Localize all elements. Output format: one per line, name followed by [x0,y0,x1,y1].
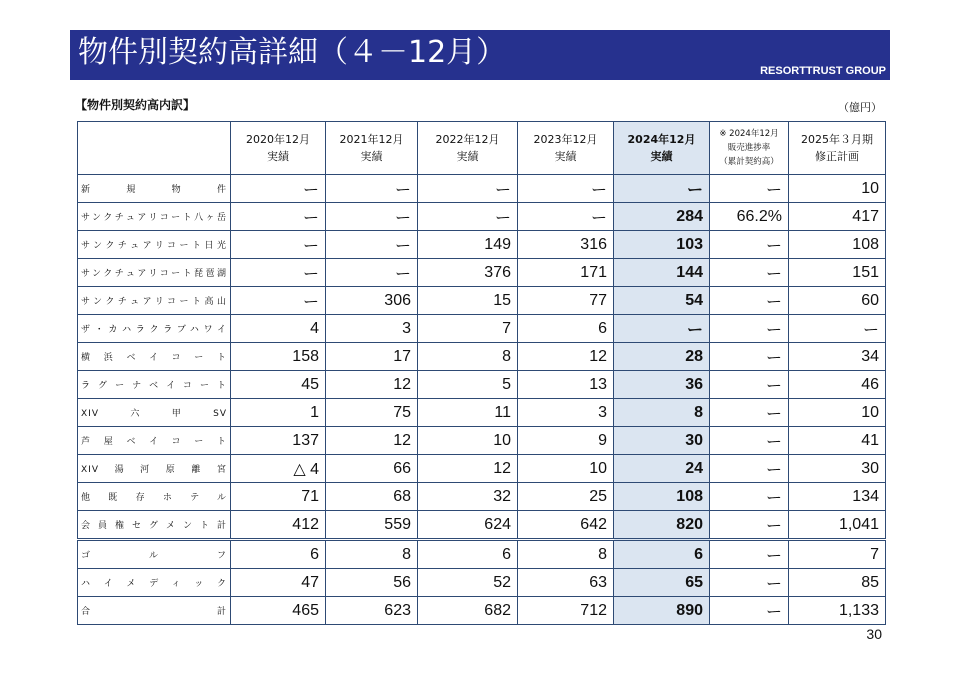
table-header-row [78,122,886,175]
table-cell: 8 [518,540,614,569]
table-cell: 103 [614,231,710,259]
table-row [78,483,886,511]
col-header-progress: ※ 2024年12月 販売進捗率 （累計契約高） [710,122,789,175]
table-cell: 7 [418,315,518,343]
table-cell: 4 [231,315,326,343]
table-cell: ー [710,597,789,625]
table-row [78,511,886,540]
table-cell: ー [710,315,789,343]
table-cell: 10 [518,455,614,483]
table-cell: 30 [789,455,886,483]
row-label: ザ・カハラクラブハワイ [78,315,231,343]
table-row [78,231,886,259]
table-cell: 41 [789,427,886,455]
table-cell: 24 [614,455,710,483]
table-row [78,371,886,399]
table-cell: 30 [614,427,710,455]
header-corner [78,122,231,175]
table-row [78,287,886,315]
table-cell: 46 [789,371,886,399]
table-cell: 52 [418,569,518,597]
table-cell: ー [326,231,418,259]
row-label: 新規物件 [78,175,231,203]
table-cell: 71 [231,483,326,511]
table-cell: ー [710,540,789,569]
table-cell: 8 [418,343,518,371]
table-cell: 171 [518,259,614,287]
table-cell: 10 [418,427,518,455]
table-cell: 108 [789,231,886,259]
table-cell: 7 [789,540,886,569]
table-row [78,315,886,343]
row-label: 他既存ホテル [78,483,231,511]
row-label: ラグーナベイコート [78,371,231,399]
table-cell: ー [326,175,418,203]
table-cell: 10 [789,399,886,427]
table-cell: 77 [518,287,614,315]
row-label: サンクチュアリコート日光 [78,231,231,259]
table-cell: 417 [789,203,886,231]
table-cell: 820 [614,511,710,540]
table-row [78,175,886,203]
table-row [78,427,886,455]
row-label: 会員権セグメント計 [78,511,231,540]
table-cell: 149 [418,231,518,259]
title-banner [70,30,890,80]
table-body [78,175,886,625]
table-cell: 45 [231,371,326,399]
table-cell: 642 [518,511,614,540]
row-label: XIV六甲SV [78,399,231,427]
table-cell: ー [710,343,789,371]
table-cell: 47 [231,569,326,597]
table-cell: 32 [418,483,518,511]
row-label: サンクチュアリコート琵琶湖 [78,259,231,287]
table-cell: ー [710,399,789,427]
row-label: 合計 [78,597,231,625]
table-cell: 12 [518,343,614,371]
col-header-2022: 2022年12月 実績 [418,122,518,175]
table-cell: 12 [326,371,418,399]
table-cell: 144 [614,259,710,287]
table-cell: ー [231,287,326,315]
table-cell: 13 [518,371,614,399]
table-cell: ー [231,175,326,203]
table-cell: 8 [614,399,710,427]
table-cell: ー [614,175,710,203]
table-cell: ー [710,371,789,399]
table-cell: 9 [518,427,614,455]
table-cell: ー [710,511,789,540]
table-row [78,259,886,287]
table-row [78,399,886,427]
table-cell: ー [710,259,789,287]
table-cell: ー [710,287,789,315]
table-cell: ー [710,175,789,203]
table-cell: ー [710,231,789,259]
page-number: 30 [866,626,882,642]
table-row [78,343,886,371]
table-cell: 66.2% [710,203,789,231]
table-cell: ー [326,259,418,287]
table-cell: ー [614,315,710,343]
table-row [78,569,886,597]
table-cell: 134 [789,483,886,511]
table-cell: 63 [518,569,614,597]
table-cell: 12 [418,455,518,483]
table-cell: 11 [418,399,518,427]
table-cell: ー [231,203,326,231]
table-cell: 284 [614,203,710,231]
table-cell: 412 [231,511,326,540]
table-cell: 1,041 [789,511,886,540]
table-cell: 376 [418,259,518,287]
table-cell: 75 [326,399,418,427]
col-header-2024: 2024年12月 実績 [614,122,710,175]
table-row [78,455,886,483]
table-cell: 158 [231,343,326,371]
row-label: XIV湯河原離宮 [78,455,231,483]
table-cell: ー [789,315,886,343]
table-cell: ー [326,203,418,231]
table-cell: 65 [614,569,710,597]
table-cell: 712 [518,597,614,625]
table-cell: 465 [231,597,326,625]
table-cell: 28 [614,343,710,371]
table-cell: 6 [418,540,518,569]
table-cell: 10 [789,175,886,203]
table-row [78,203,886,231]
table-cell: ー [710,569,789,597]
table-cell: 12 [326,427,418,455]
table-cell: ー [710,483,789,511]
table-cell: 624 [418,511,518,540]
row-label: 横浜ベイコート [78,343,231,371]
table-cell: 60 [789,287,886,315]
table-cell: 54 [614,287,710,315]
table-cell: 151 [789,259,886,287]
page-title: 物件別契約高詳細（４－12月） [78,35,507,70]
table-cell: 15 [418,287,518,315]
row-label: 芦屋ベイコート [78,427,231,455]
table-cell: 66 [326,455,418,483]
contracts-table [77,121,886,625]
table-cell: 3 [518,399,614,427]
table-cell: ー [231,259,326,287]
table-cell: 56 [326,569,418,597]
table-cell: 137 [231,427,326,455]
table-cell: 1,133 [789,597,886,625]
table-cell: 316 [518,231,614,259]
table-cell: ー [710,427,789,455]
table-cell: △ 4 [231,455,326,483]
col-header-2020: 2020年12月 実績 [231,122,326,175]
table-cell: ー [518,203,614,231]
table-cell: ー [418,203,518,231]
row-label: サンクチュアリコート八ヶ岳 [78,203,231,231]
row-label: ゴルフ [78,540,231,569]
company-name: RESORTTRUST GROUP [760,65,886,77]
table-cell: 890 [614,597,710,625]
table-cell: 3 [326,315,418,343]
table-cell: ー [231,231,326,259]
section-label: 【物件別契約高内訳】 [75,98,196,112]
table-row [78,540,886,569]
row-label: サンクチュアリコート高山 [78,287,231,315]
table-cell: 68 [326,483,418,511]
table-cell: 306 [326,287,418,315]
table-cell: ー [518,175,614,203]
table-cell: 5 [418,371,518,399]
table-cell: 36 [614,371,710,399]
table-cell: 559 [326,511,418,540]
table-cell: 34 [789,343,886,371]
table-cell: ー [418,175,518,203]
col-header-plan: 2025年３月期 修正計画 [789,122,886,175]
table-cell: 6 [231,540,326,569]
table-cell: 623 [326,597,418,625]
unit-label: （億円） [838,101,882,114]
table-cell: 108 [614,483,710,511]
table-cell: 6 [518,315,614,343]
row-label: ハイメディック [78,569,231,597]
table-cell: ー [710,455,789,483]
table-cell: 17 [326,343,418,371]
table-cell: 6 [614,540,710,569]
col-header-2021: 2021年12月 実績 [326,122,418,175]
table-row [78,597,886,625]
col-header-2023: 2023年12月 実績 [518,122,614,175]
table-cell: 682 [418,597,518,625]
table-cell: 8 [326,540,418,569]
table-cell: 1 [231,399,326,427]
table-cell: 25 [518,483,614,511]
table-cell: 85 [789,569,886,597]
